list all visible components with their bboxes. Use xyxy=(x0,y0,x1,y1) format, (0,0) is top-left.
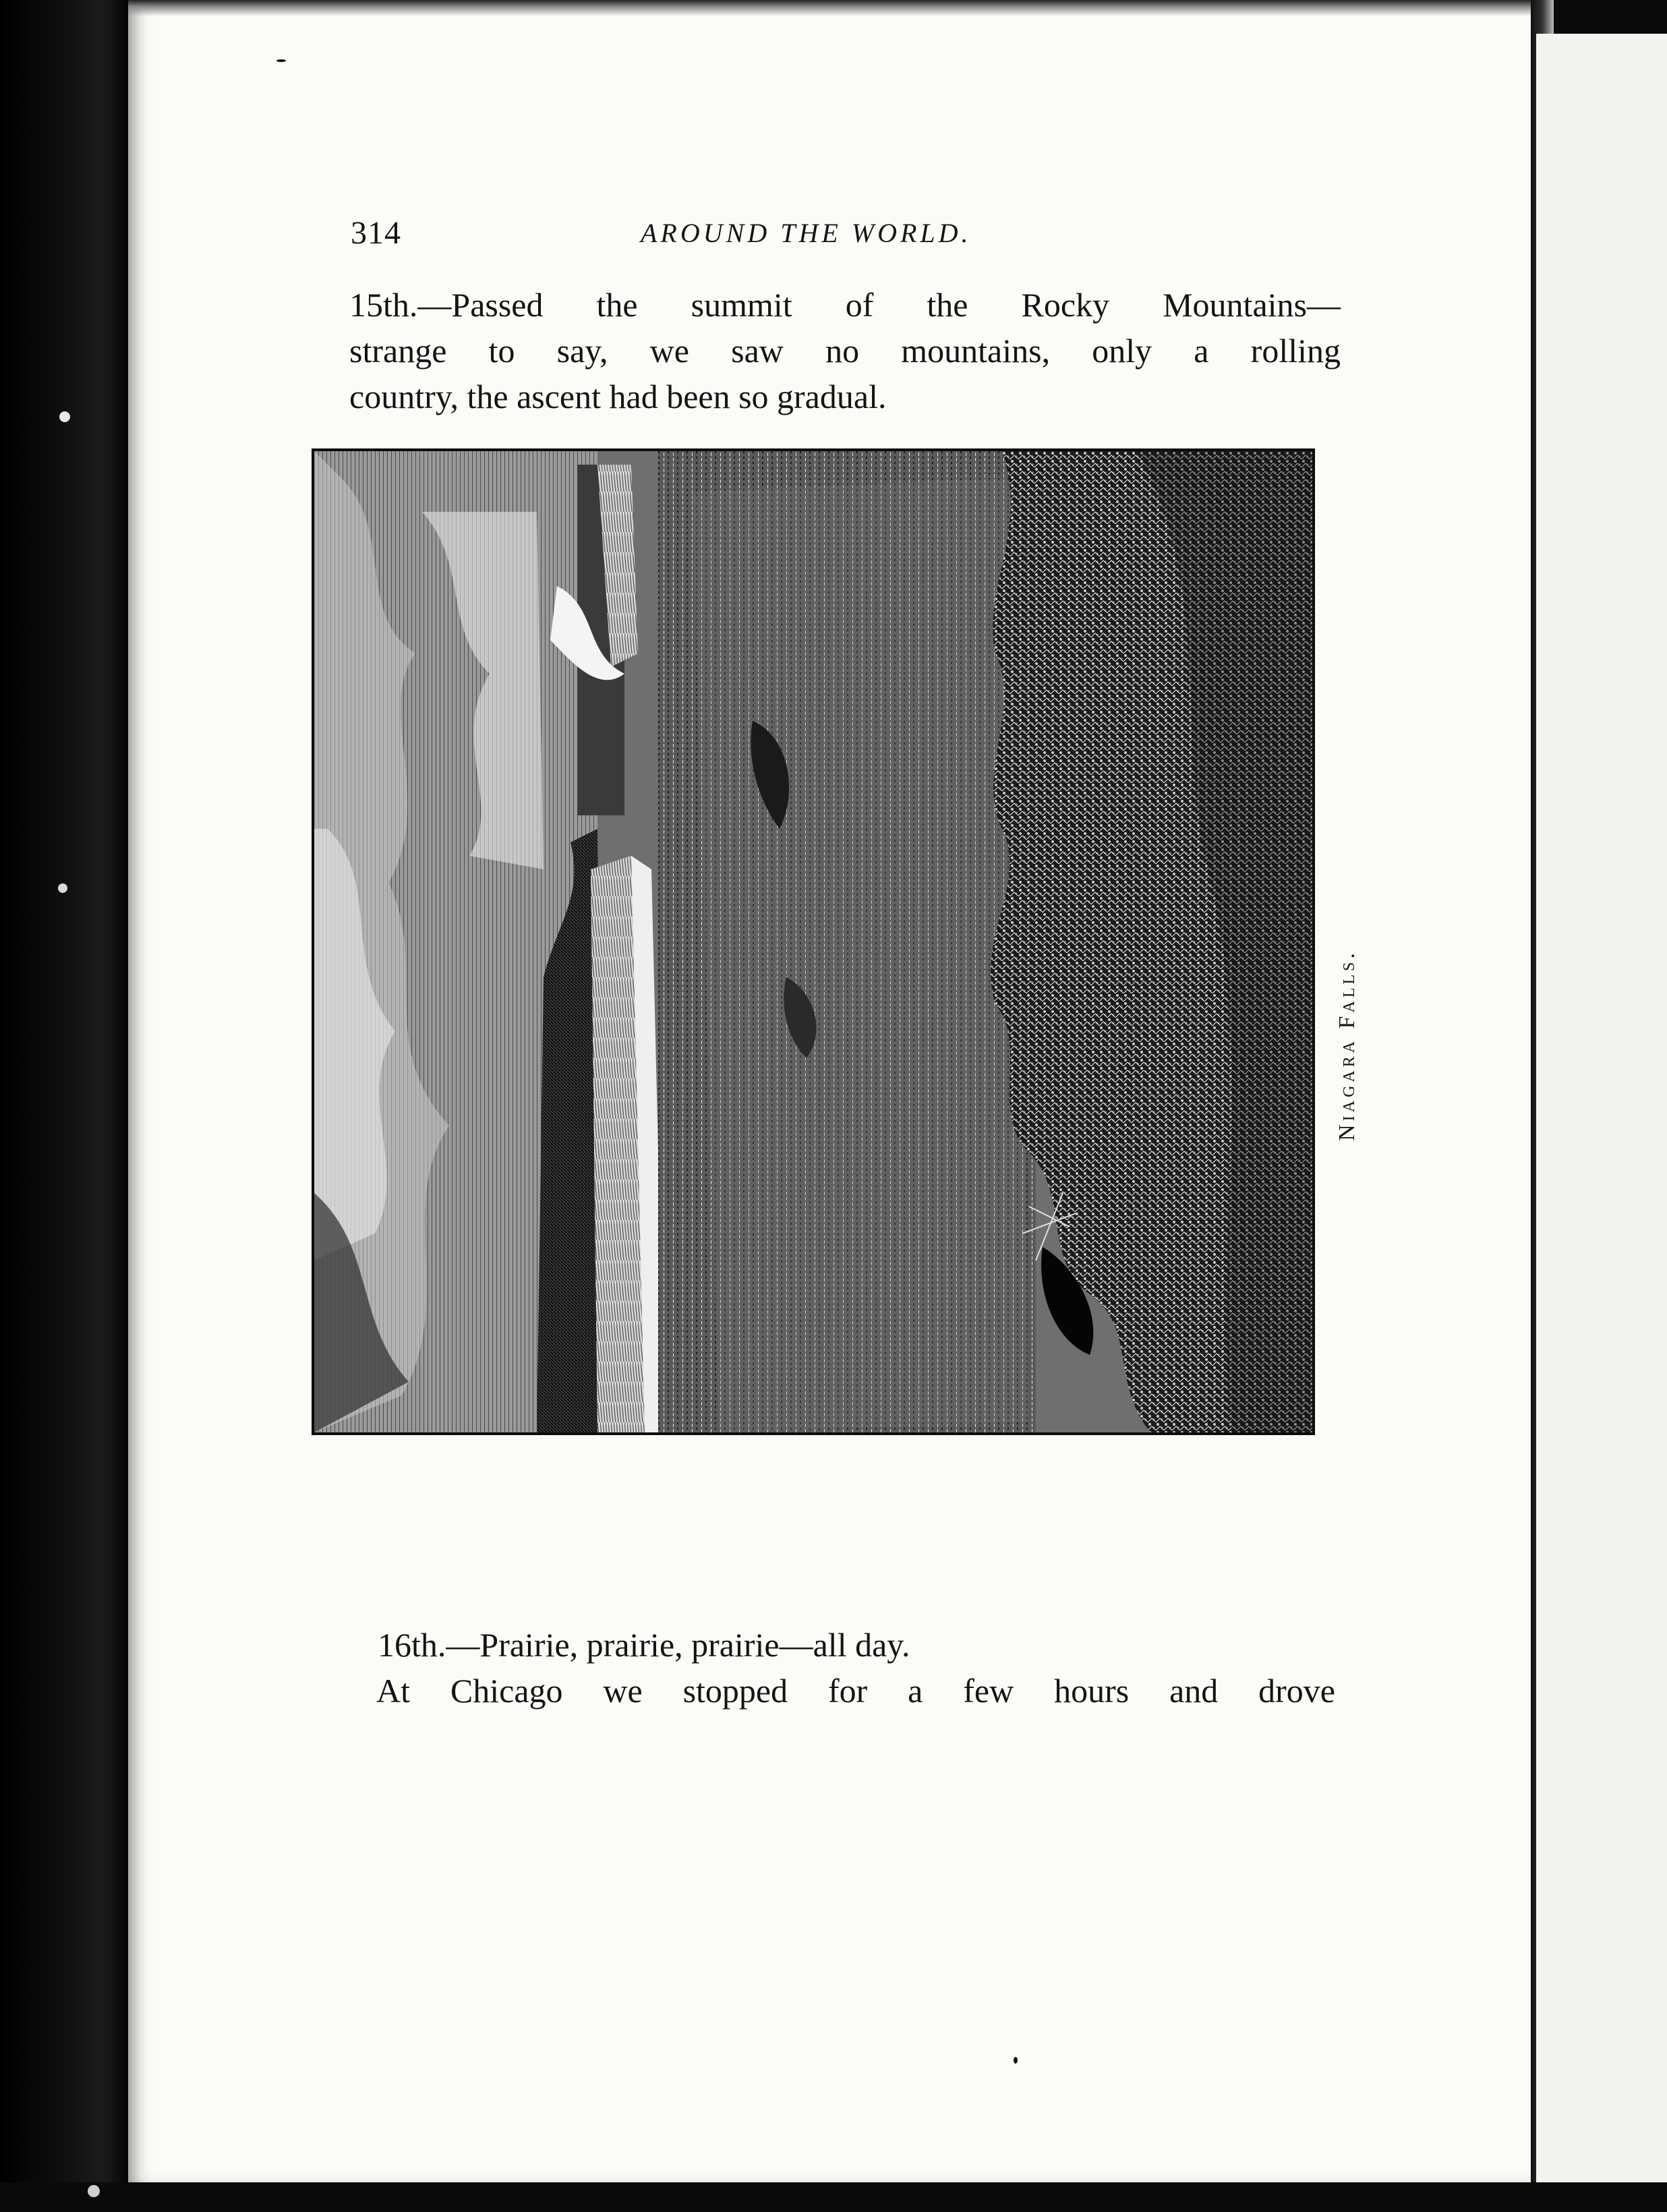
page-top-shadow xyxy=(128,0,1531,16)
text-line: 15th.—Passed the summit of the Rocky Mountains— xyxy=(349,286,1341,324)
paragraph-prairie-chicago xyxy=(378,1622,1335,1714)
scan-bottom-edge xyxy=(0,2182,1667,2212)
text-line: country, the ascent had been so gradual. xyxy=(349,378,887,415)
text-line: At Chicago we stopped for a few hours and drove xyxy=(376,1672,1335,1710)
book-spine-edge xyxy=(0,0,128,2212)
running-head: AROUND THE WORLD. xyxy=(641,218,972,248)
text-line: strange to say, we saw no mountains, only a rolling xyxy=(349,332,1341,370)
page-header xyxy=(351,214,1335,262)
niagara-falls-engraving xyxy=(312,448,1315,1435)
figure-caption: Niagara Falls. xyxy=(1335,950,1359,1141)
page-number: 314 xyxy=(351,215,401,251)
text-line: 16th.—Prairie, prairie, prairie—all day. xyxy=(378,1626,910,1664)
facing-page-edge xyxy=(1536,34,1667,2182)
paragraph-rocky-mountains xyxy=(349,282,1341,419)
